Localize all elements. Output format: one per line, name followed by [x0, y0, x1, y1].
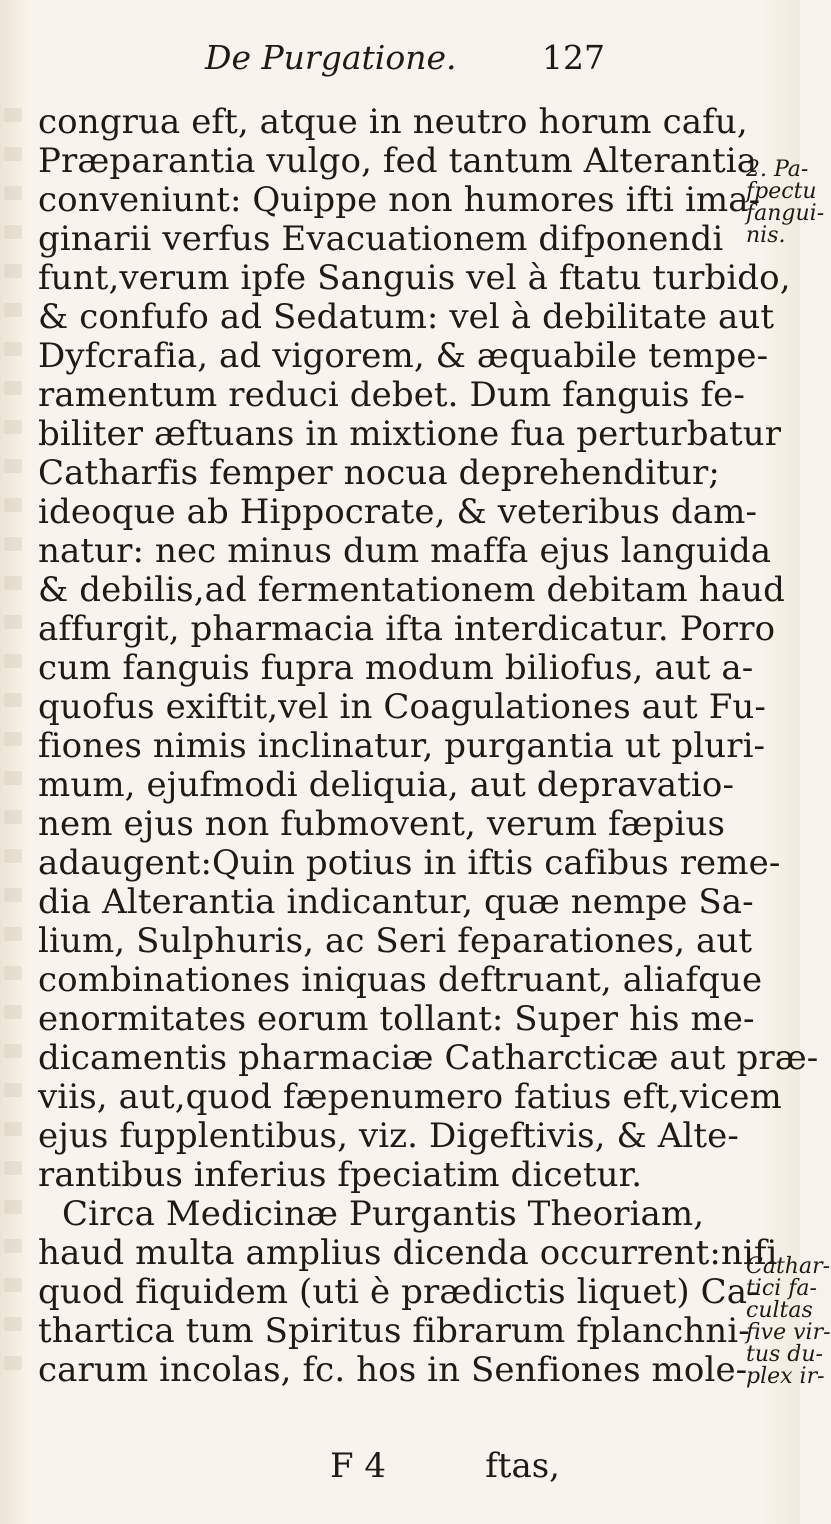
text-line: funt,verum ipfe Sanguis vel à ftatu turbido,	[38, 258, 791, 298]
margin-note-line: five vir-	[746, 1320, 831, 1345]
text-line: enormitates eorum tollant: Super his me-	[38, 999, 755, 1039]
margin-note-line: plex ir-	[746, 1364, 825, 1389]
text-line: cum fanguis fupra modum biliofus, aut a-	[38, 648, 754, 688]
text-line: rantibus inferius fpeciatim dicetur.	[38, 1155, 643, 1195]
text-line: quod fiquidem (uti è prædictis liquet) Ca-	[38, 1272, 759, 1312]
text-line: quofus exiftit,vel in Coagulationes aut Fu-	[38, 687, 766, 727]
text-line: Circa Medicinæ Purgantis Theoriam,	[62, 1194, 705, 1234]
margin-note-line: tici fa-	[746, 1276, 817, 1301]
text-line: dia Alterantia indicantur, quæ nempe Sa-	[38, 882, 754, 922]
text-line: combinationes iniquas deftruant, aliafque	[38, 960, 763, 1000]
text-line: nem ejus non fubmovent, verum fæpius	[38, 804, 726, 844]
margin-note-line: nis.	[746, 223, 786, 248]
text-line: Dyfcrafia, ad vigorem, & æquabile tempe-	[38, 336, 769, 376]
margin-note-sanguinis	[746, 157, 825, 248]
text-line: affurgit, pharmacia ifta interdicatur. Porro	[38, 609, 776, 649]
gutter-bleed-marks	[0, 0, 30, 1524]
catchword: ftas,	[485, 1446, 560, 1486]
text-line: haud multa amplius dicenda occurrent:nifi	[38, 1233, 778, 1273]
text-line: ideoque ab Hippocrate, & veteribus dam-	[38, 492, 758, 532]
text-line: ramentum reduci debet. Dum fanguis fe-	[38, 375, 745, 415]
text-line: natur: nec minus dum maffa ejus languida	[38, 531, 772, 571]
page-number: 127	[542, 38, 605, 77]
text-line: congrua eft, atque in neutro horum cafu,	[38, 102, 748, 142]
text-line: ejus fupplentibus, viz. Digeftivis, & Alte-	[38, 1116, 739, 1156]
text-line: ginarii verfus Evacuationem difponendi	[38, 219, 724, 259]
margin-note-line: tus du-	[746, 1342, 823, 1367]
text-line: mum, ejufmodi deliquia, aut depravatio-	[38, 765, 735, 805]
text-line: lium, Sulphuris, ac Seri feparationes, aut	[38, 921, 753, 961]
text-line: & confufo ad Sedatum: vel à debilitate aut	[38, 297, 775, 337]
text-line: fiones nimis inclinatur, purgantia ut pluri-	[38, 726, 766, 766]
margin-note-line: fangui-	[746, 201, 825, 226]
text-line: conveniunt: Quippe non humores ifti ima-	[38, 180, 761, 220]
margin-note-line: fpectu	[746, 179, 817, 204]
margin-note-cathartici	[746, 1254, 831, 1389]
text-line: Præparantia vulgo, fed tantum Alterantia	[38, 141, 758, 181]
text-line: carum incolas, fc. hos in Senfiones mole-	[38, 1350, 748, 1390]
margin-note-line: 2. Pa-	[746, 157, 809, 182]
text-line: adaugent:Quin potius in iftis cafibus reme-	[38, 843, 781, 883]
text-line: dicamentis pharmaciæ Catharcticæ aut præ-	[38, 1038, 819, 1078]
text-line: thartica tum Spiritus fibrarum fplanchni-	[38, 1311, 750, 1351]
text-line: viis, aut,quod fæpenumero fatius eft,vicem	[38, 1077, 782, 1117]
running-header	[185, 38, 605, 88]
running-title: De Purgatione.	[205, 38, 457, 77]
text-line: biliter æftuans in mixtione fua perturbatur	[38, 414, 782, 454]
margin-note-line: cultas	[746, 1298, 813, 1323]
signature-mark: F 4	[330, 1446, 387, 1486]
text-line: Catharfis femper nocua deprehenditur;	[38, 453, 720, 493]
text-line: & debilis,ad fermentationem debitam haud	[38, 570, 786, 610]
margin-note-line: Cathar-	[746, 1254, 831, 1279]
